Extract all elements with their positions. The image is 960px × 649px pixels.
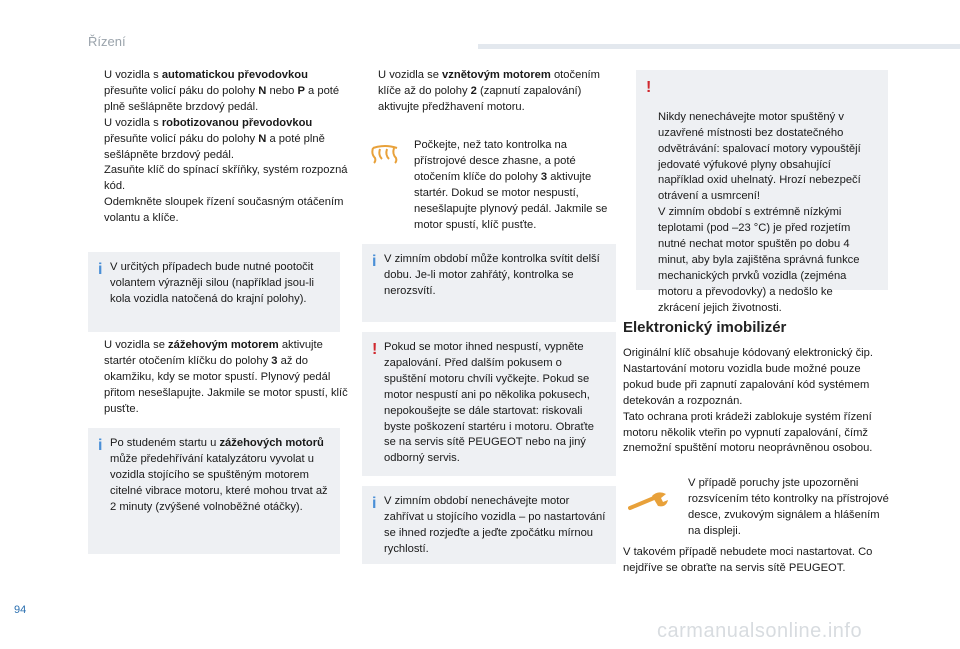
glow-plug-row: Počkejte, než tato kontrolka na přístrojové desce zhasne, a poté otočením klíče do polohy 3 aktivujte startér. Dokud se motor nespustí, nesešlapujte plynový pedál. Jakmile se motor spustí, klíč pusťte. xyxy=(370,138,616,233)
page-number: 94 xyxy=(14,604,27,616)
info-box: i V určitých případech bude nutné pootočit volantem výrazněji silou (například jsou-li kola vozidla natočená do krajní polohy). xyxy=(88,252,340,332)
wrench-icon xyxy=(628,490,672,512)
bullet-item: Zasuňte klíč do spínací skříňky, systém rozpozná kód. xyxy=(104,164,348,193)
warning-box: ! Nikdy nenechávejte motor spuštěný v uzavřené místnosti bez dostatečného odvětrávání: spalovací motory vypouštějí jedovaté výfukové plyny obsahující například oxid uhelnatý. Hrozí nebezpečí otrávení a usmrcení! V zimním období s extrémně nízkými teplotami (pod –23 °C) je před rozjetím nutné nechat motor spuštěn po dobu 4 minut, aby byla zajištěna správná funkce mechanických prvků vozidla (zejména motoru a převodovky) a nedošlo ke zkrácení jejich životnosti. xyxy=(636,70,888,290)
watermark: carmanualsonline.info xyxy=(657,620,863,642)
paragraph: Originální klíč obsahuje kódovaný elektronický čip. Nastartování motoru vozidla bude možné pouze pokud bude při zapnutí zapalování kód systémem detekován a rozpoznán. Tato ochrana proti krádeži zablokuje systém řízení motoru několik vteřin po vypnutí zapalování, čímž znemožní spuštění motoru neoprávněnou osobou. xyxy=(623,347,873,455)
col1-bullets-2 xyxy=(88,338,348,418)
bullet-item: U vozidla s automatickou převodovkou přesuňte volicí páku do polohy N nebo P a poté plně sešlápněte brzdový pedál. xyxy=(104,69,340,113)
bullet-item: U vozidla se zážehovým motorem aktivujte startér otočením klíčku do polohy 3 až do okamžiku, kdy se motor spustí. Plynový pedál přitom nesešlapujte. Jakmile se motor spustí, klíč pusťte. xyxy=(104,339,348,415)
paragraph: V takovém případě nebudete moci nastartovat. Co nejdříve se obraťte na servis sítě PEUGEOT. xyxy=(623,546,873,574)
col2-bullets xyxy=(362,68,616,116)
wrench-row: V případě poruchy jste upozorněni rozsvícením této kontrolky na přístrojové desce, zvukovým signálem a hlášením na displeji. xyxy=(628,476,890,540)
warning-box: ! Pokud se motor ihned nespustí, vypněte zapalování. Před dalším pokusem o spuštění motoru chvíli vyčkejte. Pokud se motor nespustí ani po několika pokusech, nepokoušejte se dále startovat: riskovali byste poškození startéru i motoru. Obraťte se na servis sítě PEUGEOT nebo na jiný odborný servis. xyxy=(362,332,616,476)
bullet-item: U vozidla s robotizovanou převodovkou přesuňte volicí páku do polohy N a poté plně sešlápněte brzdový pedál. xyxy=(104,116,325,161)
col1-bullets xyxy=(88,68,348,227)
section-title: Řízení xyxy=(88,34,126,49)
info-icon: i xyxy=(98,437,103,454)
section-heading: Elektronický imobilizér xyxy=(623,319,787,336)
info-box: i V zimním období může kontrolka svítit delší dobu. Je-li motor zahřátý, kontrolka se nerozsvítí. xyxy=(362,244,616,322)
header-bar xyxy=(478,44,960,49)
info-box: i Po studeném startu u zážehových motorů může předehřívání katalyzátoru vyvolat u vozidla stojícího se spuštěným motorem citelné vibrace motoru, které mohou trvat až 2 minuty (zvýšené volnoběžné otáčky). xyxy=(88,428,340,554)
bullet-item: Odemkněte sloupek řízení současným otáčením volantu a klíče. xyxy=(104,196,344,225)
info-icon: i xyxy=(98,261,103,278)
info-icon: i xyxy=(372,495,377,512)
glow-plug-icon xyxy=(370,144,400,166)
warning-icon: ! xyxy=(646,79,652,96)
info-icon: i xyxy=(372,253,377,270)
bullet-item: U vozidla se vznětovým motorem otočením klíče až do polohy 2 (zapnutí zapalování) aktivujte předžhavení motoru. xyxy=(378,69,600,113)
info-box: i V zimním období nenechávejte motor zahřívat u stojícího vozidla – po nastartování se ihned rozjeďte a jeďte zpočátku mírnou rychlostí. xyxy=(362,486,616,564)
warning-icon: ! xyxy=(372,341,378,358)
